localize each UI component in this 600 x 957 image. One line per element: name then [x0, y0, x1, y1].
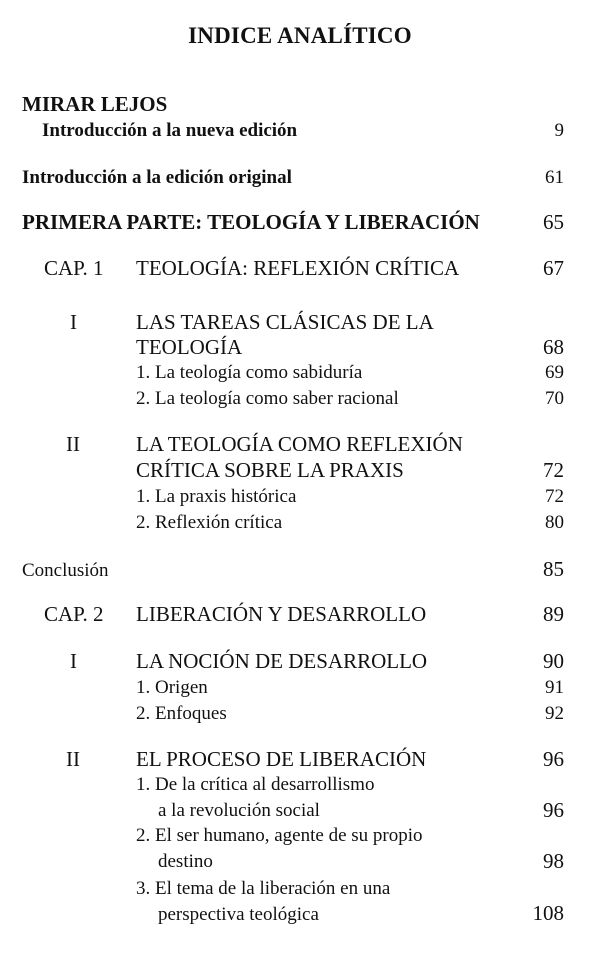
chapter-title: LIBERACIÓN Y DESARROLLO [136, 602, 427, 626]
page-number: 96 [543, 747, 564, 771]
section-number: I [70, 649, 77, 673]
page-number: 70 [545, 388, 564, 409]
subsection-title: 1. La praxis histórica [136, 486, 297, 507]
subsection-title-cont: a la revolución social [158, 800, 320, 821]
section-title-cont: CRÍTICA SOBRE LA PRAXIS [136, 458, 404, 482]
page-number: 90 [543, 649, 564, 673]
page-number: 98 [543, 849, 564, 873]
subsection-title: 1. Origen [136, 677, 208, 698]
section-number: II [66, 432, 80, 456]
page-number: 80 [545, 512, 564, 533]
subsection-title-cont: perspectiva teológica [158, 904, 319, 925]
subsection-title: 3. El tema de la liberación en una [136, 878, 391, 899]
toc-heading-mirar-lejos: MIRAR LEJOS [22, 92, 168, 116]
section-title: EL PROCESO DE LIBERACIÓN [136, 747, 427, 771]
toc-entry-conclusion: Conclusión [22, 560, 109, 581]
section-title-cont: TEOLOGÍA [136, 335, 243, 359]
chapter-number: CAP. 1 [44, 256, 104, 280]
page-number: 96 [543, 798, 564, 822]
page-number: 68 [543, 335, 564, 359]
subsection-title: 1. De la crítica al desarrollismo [136, 774, 375, 795]
subsection-title-cont: destino [158, 851, 213, 872]
page-number: 91 [545, 677, 564, 698]
page-number: 92 [545, 703, 564, 724]
toc-entry-intro-original: Introducción a la edición original [22, 167, 292, 188]
subsection-title: 2. La teología como saber racional [136, 388, 399, 409]
section-number: II [66, 747, 80, 771]
page-number: 67 [543, 256, 564, 280]
page-number: 65 [543, 210, 564, 234]
subsection-title: 2. Reflexión crítica [136, 512, 283, 533]
page-number: 69 [545, 362, 564, 383]
toc-heading-primera-parte: PRIMERA PARTE: TEOLOGÍA Y LIBERACIÓN [22, 210, 480, 234]
page-number: 108 [532, 901, 564, 925]
page-number: 72 [545, 486, 564, 507]
subsection-title: 1. La teología como sabiduría [136, 362, 363, 383]
chapter-number: CAP. 2 [44, 602, 104, 626]
subsection-title: 2. Enfoques [136, 703, 227, 724]
section-title: LA TEOLOGÍA COMO REFLEXIÓN [136, 432, 463, 456]
section-title: LAS TAREAS CLÁSICAS DE LA [136, 310, 434, 334]
page-number: 72 [543, 458, 564, 482]
page-title: INDICE ANALÍTICO [188, 23, 412, 48]
page-number: 61 [545, 167, 564, 188]
toc-entry-intro-nueva: Introducción a la nueva edición [42, 120, 298, 141]
section-number: I [70, 310, 77, 334]
section-title: LA NOCIÓN DE DESARROLLO [136, 649, 428, 673]
subsection-title: 2. El ser humano, agente de su propio [136, 825, 423, 846]
page-number: 85 [543, 557, 564, 581]
page-number: 9 [554, 120, 564, 141]
page-number: 89 [543, 602, 564, 626]
chapter-title: TEOLOGÍA: REFLEXIÓN CRÍTICA [136, 256, 460, 280]
